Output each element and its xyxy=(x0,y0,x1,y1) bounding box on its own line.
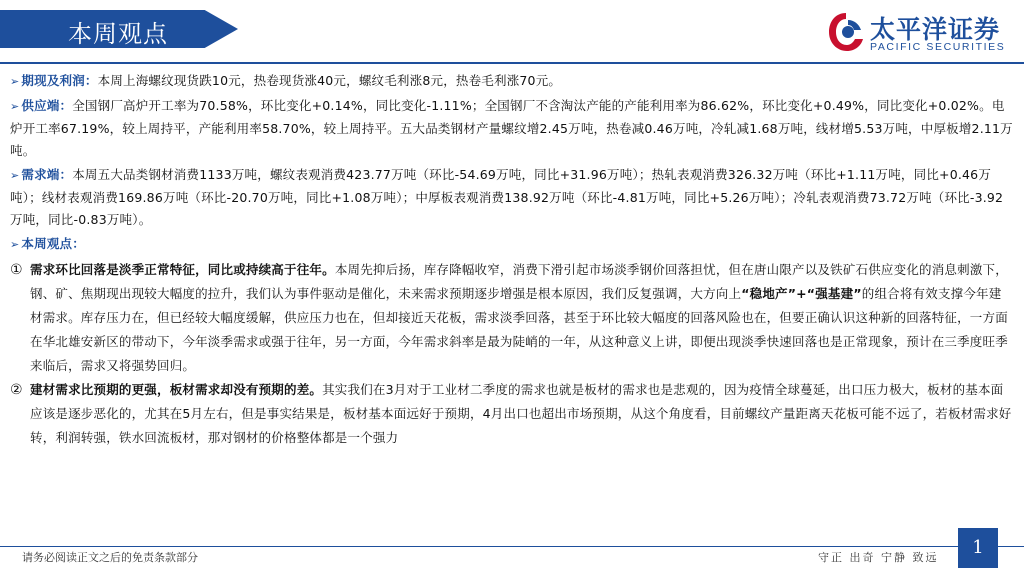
point-2-body xyxy=(30,378,1014,450)
futures-section xyxy=(10,70,1014,93)
demand-section xyxy=(10,164,1014,231)
point-2-text: 其实我们在3月对于工业材二季度的需求也就是板材的需求也是悲观的，因为疫情全球蔓延，出口压力极大，板材的基本面应该是逐步恶化的，尤其在5月左右，但是事实结果是，板材基本面远好于预期，4月出口也超出市场预期，从这个角度看，目前螺纹产量距离天花板可能不远了，若板材需求好转，利润转强，铁水回流板材，那对钢材的价格整体都是一个强力 xyxy=(30,382,1012,445)
supply-label: 供应端： xyxy=(21,98,73,113)
pacific-logo-icon xyxy=(826,10,866,54)
page-title: 本周观点 xyxy=(68,20,168,48)
futures-label: 期现及利润： xyxy=(21,73,98,88)
point-1-text-a: 本周先抑后扬，库存降幅收窄，消费下滑引起市场淡季钢价回落担忧，但在唐山限产以及铁矿石供应变化的消息刺激下，钢、矿、焦期现出现较大幅度的拉升，我们认为事件驱动是催化，未来需求预期逐步增强是根本原因，我们反复强调，大方向上 xyxy=(30,262,1008,301)
disclaimer-note: 请务必阅读正文之后的免责条款部分 xyxy=(22,551,198,564)
arrow-bullet-icon: ➢ xyxy=(10,238,20,251)
demand-text: 本周五大品类钢材消费1133万吨，螺纹表观消费423.77万吨（环比-54.69万吨，同比+31.96万吨）；热轧表观消费326.32万吨（环比+1.11万吨，同比+0.46万吨）；线材表观消费169.86万吨（环比-20.70万吨，同比+1.08万吨）；中厚板表观消费138.92万吨（环比-4.81万吨，同比+5.26万吨）；冷轧表观消费73.72万吨（环比-3.92万吨，同比-0.83万吨）。 xyxy=(10,167,1004,227)
point-number: ① xyxy=(10,262,23,278)
header-divider xyxy=(0,62,1024,64)
point-1-body xyxy=(30,258,1014,378)
point-2-heading: 建材需求比预期的更强，板材需求却没有预期的差。 xyxy=(30,382,323,397)
point-1-heading: 需求环比回落是淡季正常特征，同比或持续高于往年。 xyxy=(30,262,335,277)
point-2 xyxy=(10,378,1014,450)
company-logo xyxy=(822,8,1018,56)
demand-label: 需求端： xyxy=(21,167,73,182)
company-motto: 守正 出奇 宁静 致远 xyxy=(818,551,939,564)
main-content xyxy=(10,70,1014,450)
footer-divider xyxy=(0,546,1024,547)
supply-section xyxy=(10,95,1014,162)
logo-chinese-name: 太平洋证券 xyxy=(870,15,1001,44)
arrow-bullet-icon: ➢ xyxy=(10,169,20,182)
point-number: ② xyxy=(10,382,23,398)
supply-text: 全国钢厂高炉开工率为70.58%，环比变化+0.14%，同比变化-1.11%；全国钢厂不含淘汰产能的产能利用率为86.62%，环比变化+0.49%，同比变化+0.02%。电炉开工率67.19%，较上周持平，产能利用率58.70%，较上周持平。五大品类钢材产量螺纹增2.45万吨，热卷减0.46万吨，冷轧减1.68万吨，线材增5.53万吨，中厚板增2.11万吨。 xyxy=(10,98,1013,158)
arrow-bullet-icon: ➢ xyxy=(10,100,20,113)
futures-text: 本周上海螺纹现货跌10元，热卷现货涨40元，螺纹毛利涨8元，热卷毛利涨70元。 xyxy=(97,73,562,88)
point-1-text-c: 的组合将有效支撑今年建材需求。库存压力在，但已经较大幅度缓解，供应压力也在，但却接近天花板，需求淡季回落，甚至于环比较大幅度的回落风险也在，但要正确认识这种新的回落特征，一方面在华北雄安新区的带动下，今年淡季需求或强于往年，另一方面，今年需求斜率是最为陡峭的一年，从这种意义上讲，即便出现淡季快速回落也是正常现象，预计在三季度旺季来临后，需求又将强势回归。 xyxy=(30,286,1008,373)
logo-english-name: PACIFIC SECURITIES xyxy=(870,41,1006,53)
page-number: 1 xyxy=(958,528,998,568)
arrow-bullet-icon: ➢ xyxy=(10,75,20,88)
view-section xyxy=(10,233,1014,256)
view-label: 本周观点： xyxy=(21,236,85,251)
point-1-emphasis: “稳地产”+“强基建” xyxy=(741,286,862,301)
point-1 xyxy=(10,258,1014,378)
